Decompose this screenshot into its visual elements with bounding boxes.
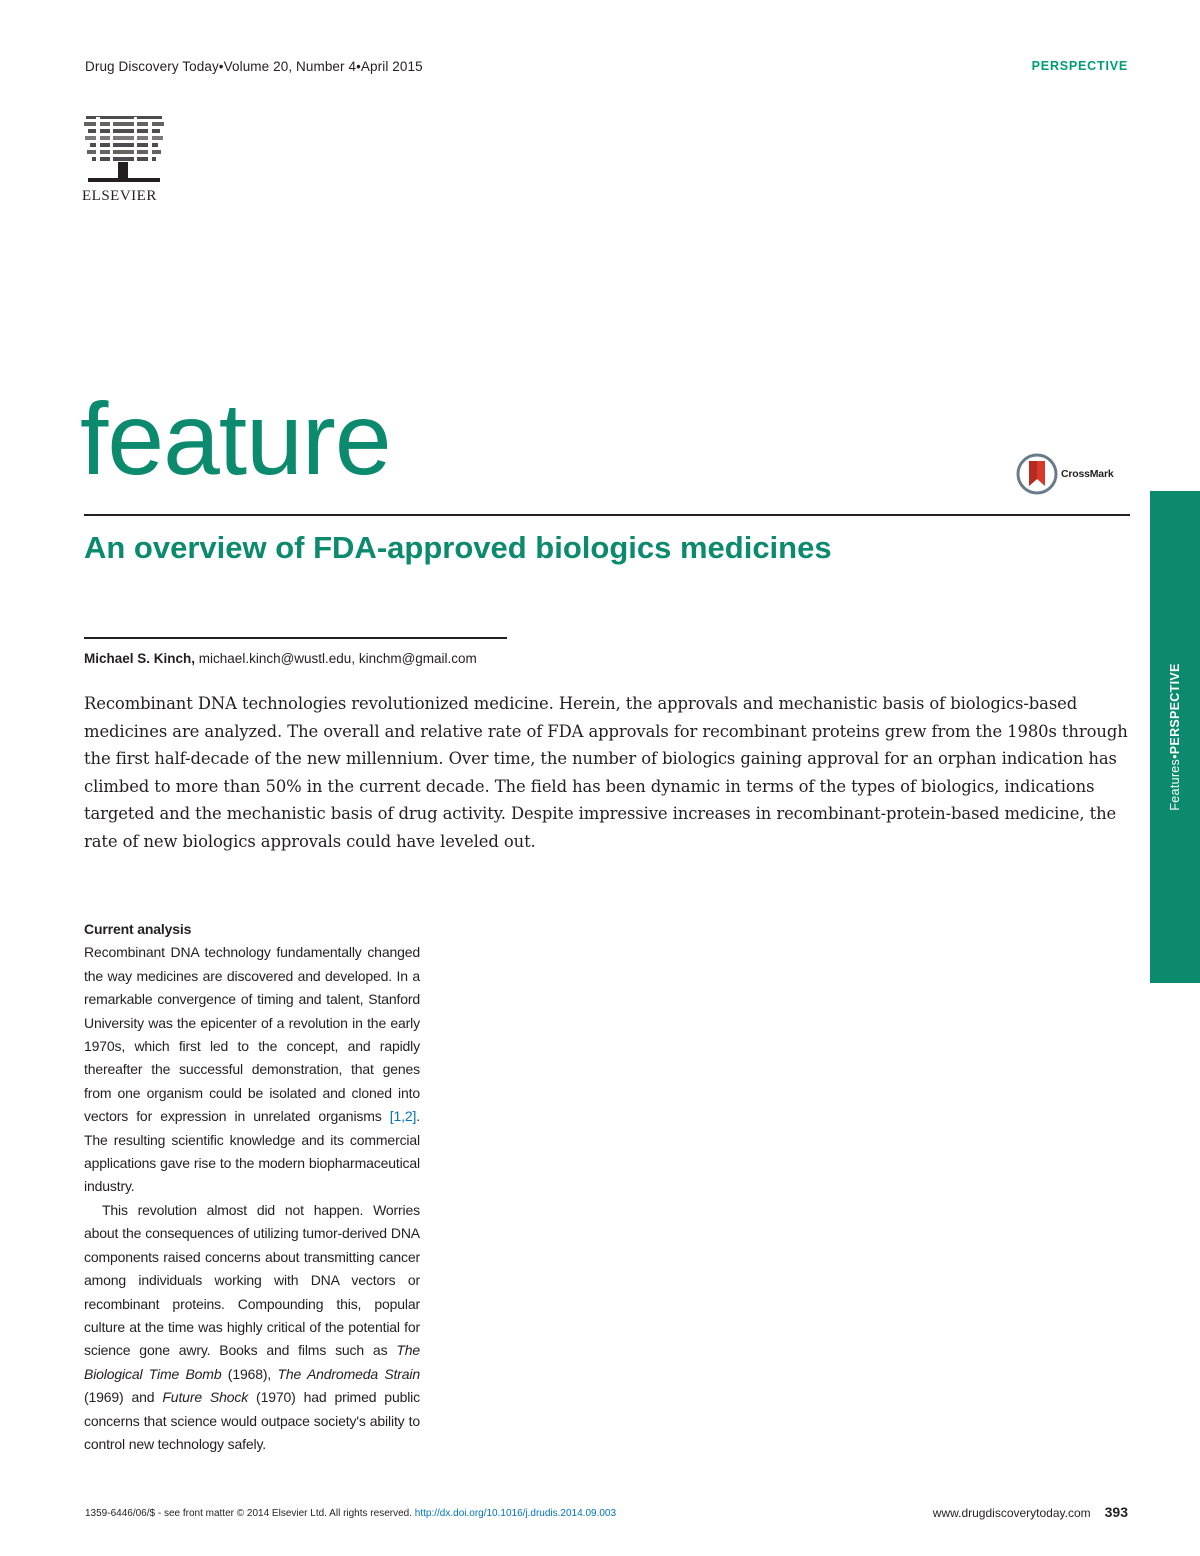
running-header: Drug Discovery Today•Volume 20, Number 4•April 2015 [85, 59, 423, 74]
title-rule [84, 514, 1130, 516]
article-title: An overview of FDA-approved biologics medicines [84, 530, 832, 565]
page-number: 393 [1104, 1504, 1128, 1520]
crossmark-badge[interactable] [1015, 452, 1113, 496]
author-name: Michael S. Kinch, [84, 651, 196, 666]
body-column-1 [84, 918, 420, 1456]
elsevier-wordmark: ELSEVIER [82, 188, 157, 204]
paragraph: This revolution almost did not happen. Worries about the consequences of utilizing tumor-derived DNA components raised concerns about transmitting cancer among individuals working with DNA vectors or recombinant proteins. Compounding this, popular culture at the time was highly critical of the potential for science gone awry. Books and films such as The Biological Time Bomb (1968), The Andromeda Strain (1969) and Future Shock (1970) had primed public concerns that science would outpace society's ability to control new technology safely. [84, 1201, 421, 1452]
feature-label: feature [80, 382, 391, 496]
author-email[interactable]: michael.kinch@wustl.edu, kinchm@gmail.com [198, 651, 477, 666]
author-rule [84, 637, 507, 639]
crossmark-label: CrossMark [1061, 468, 1114, 480]
elsevier-tree-icon [82, 114, 166, 184]
footer-right [933, 1504, 1128, 1520]
section-heading: Current analysis [84, 921, 192, 937]
paragraph: Recombinant DNA technology fundamentally changed the way medicines are discovered and developed. In a remarkable convergence of timing and talent, Stanford University was the epicenter of a revolution in the early 1970s, which first led to the concept, and rapidly thereafter the successful demonstration, that genes from one organism could be isolated and cloned into vectors for expression in unrelated organisms [1,2]. The resulting scientific knowledge and its commercial applications gave rise to the modern biopharmaceutical industry. [84, 944, 420, 1195]
side-section-tab [1150, 491, 1200, 983]
footer-copyright [85, 1508, 616, 1519]
crossmark-icon [1015, 452, 1059, 496]
doi-link[interactable]: http://dx.doi.org/10.1016/j.drudis.2014.09.003 [414, 1508, 617, 1519]
citation-link[interactable]: [1,2] [389, 1108, 417, 1125]
footer-issn: 1359-6446/06/$ - see front matter © 2014 Elsevier Ltd. All rights reserved. [85, 1508, 412, 1519]
section-tag: PERSPECTIVE [1031, 59, 1128, 73]
abstract: Recombinant DNA technologies revolutionized medicine. Herein, the approvals and mechanistic basis of biologics-based medicines are analyzed. The overall and relative rate of FDA approvals for recombinant proteins grew from the 1980s through the first half-decade of the new millennium. Over time, the number of biologics gaining approval for an orphan indication has climbed to more than 50% in the current decade. The field has been dynamic in terms of the types of biologics, indications targeted and the mechanistic basis of drug activity. Despite impressive increases in recombinant-protein-based medicine, the rate of new biologics approvals could have leveled out. [84, 694, 1128, 851]
author-line [84, 651, 477, 666]
side-tab-label: Features•PERSPECTIVE [1168, 663, 1182, 811]
elsevier-logo [82, 114, 168, 205]
journal-website[interactable]: www.drugdiscoverytoday.com [932, 1506, 1091, 1520]
